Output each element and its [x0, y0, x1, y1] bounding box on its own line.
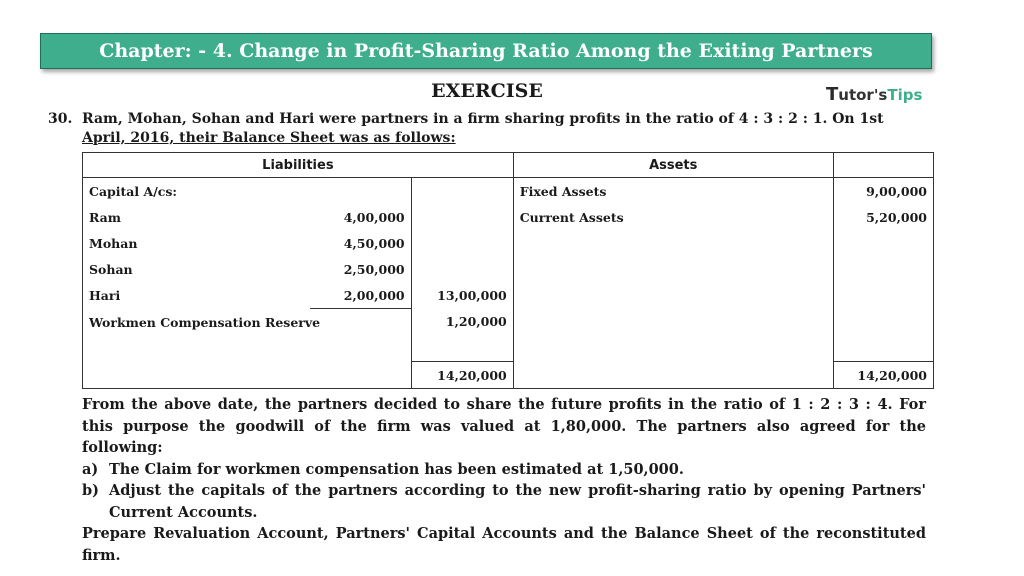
ram-label: Ram: [83, 204, 310, 230]
instructions-para-2: Prepare Revaluation Account, Partners' Capital Accounts and the Balance Sheet of the reconstituted firm.: [82, 525, 926, 564]
reserve-label: Workmen Compensation Reserve: [83, 309, 412, 336]
instruction-item-a: a) The Claim for workmen compensation has been estimated at 1,50,000.: [82, 460, 684, 478]
current-assets-label: Current Assets: [513, 204, 833, 230]
liabilities-total: 14,20,000: [411, 362, 513, 389]
question-line-2: April, 2016, their Balance Sheet was as follows:: [82, 130, 456, 146]
assets-header: Assets: [513, 153, 833, 178]
chapter-title: Chapter: - 4. Change in Profit-Sharing Ratio Among the Exiting Partners: [99, 40, 873, 62]
exercise-heading: EXERCISE: [431, 80, 543, 102]
instructions: [82, 394, 926, 566]
liabilities-header: Liabilities: [83, 153, 514, 178]
question-line-1: Ram, Mohan, Sohan and Hari were partners in a firm sharing profits in the ratio of 4 : 3 : 2 : 1. On 1st: [82, 111, 884, 127]
fixed-assets-value: 9,00,000: [833, 178, 933, 205]
assets-total: 14,20,000: [833, 362, 933, 389]
fixed-assets-label: Fixed Assets: [513, 178, 833, 205]
chapter-title-banner: [40, 33, 932, 69]
mohan-value: 4,50,000: [343, 235, 405, 251]
hari-label: Hari: [83, 282, 310, 309]
tutors-tips-logo: Tutor'sTips: [826, 84, 923, 105]
mohan-label: Mohan: [83, 230, 310, 256]
assets-amount-header: [833, 153, 933, 178]
capital-total: 13,00,000: [411, 282, 513, 309]
ram-value: 4,00,000: [343, 209, 405, 225]
instructions-para-1: From the above date, the partners decided to share the future profits in the ratio of 1 : 2 : 3 : 4. For this purpose the goodwill of the firm was valued at 1,80,000. The partners also agreed for the following:: [82, 396, 926, 456]
balance-sheet-table: [82, 152, 934, 389]
question-text: [48, 110, 928, 148]
question-number: 30.: [48, 111, 73, 127]
instruction-item-b: b) Adjust the capitals of the partners according to the new profit-sharing ratio by opening Partners' Current Accounts.: [82, 482, 926, 521]
sohan-value: 2,50,000: [343, 261, 405, 277]
reserve-value: 1,20,000: [411, 309, 513, 336]
capital-label: Capital A/cs:: [83, 178, 310, 205]
sohan-label: Sohan: [83, 256, 310, 282]
current-assets-value: 5,20,000: [833, 204, 933, 230]
hari-value: 2,00,000: [310, 282, 411, 309]
